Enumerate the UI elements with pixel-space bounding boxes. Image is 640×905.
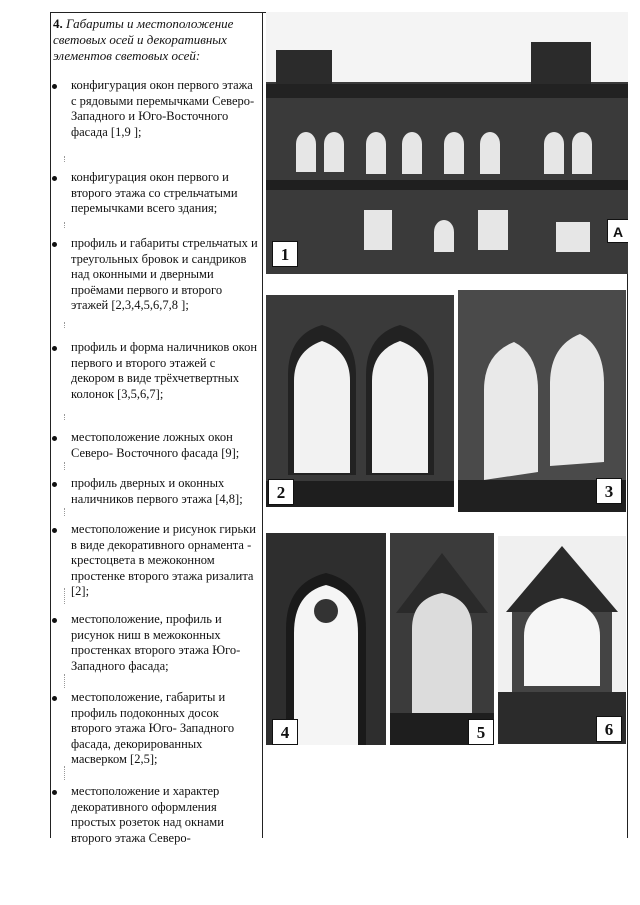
door-drawing — [266, 533, 386, 745]
bullet-icon — [52, 84, 57, 89]
dotted-separator — [64, 462, 67, 470]
table-left-border — [50, 12, 51, 838]
photo-facade — [266, 12, 628, 274]
bullet-icon — [52, 176, 57, 181]
list-item-text: местоположение ложных окон Северо- Восточного фасада [9]; — [71, 430, 240, 460]
column-divider — [262, 12, 263, 838]
dotted-separator — [64, 414, 67, 420]
bullet-icon — [52, 346, 57, 351]
list-item-text: конфигурация окон первого этажа с рядовыми перемычками Северо-Западного и Юго-Восточного фасада [1,9 ]; — [71, 78, 255, 139]
photo-label: 6 — [596, 716, 622, 742]
photo-door — [266, 533, 386, 745]
bullet-icon — [52, 482, 57, 487]
bullet-icon — [52, 242, 57, 247]
dotted-separator — [64, 508, 67, 516]
list-item-text: местоположение, профиль и рисунок ниш в межоконных простенках второго этажа Юго-Западного фасада; — [71, 612, 241, 673]
bullet-icon — [52, 790, 57, 795]
bullet-icon — [52, 528, 57, 533]
list-item-text: профиль дверных и оконных наличников первого этажа [4,8]; — [71, 476, 243, 506]
photo-label: 1 — [272, 241, 298, 267]
list-item-text: профиль и форма наличников окон первого и второго этажей с декором в виде трёхчетвертных колонок [3,5,6,7]; — [71, 340, 258, 401]
bullet-icon — [52, 436, 57, 441]
list-item-text: профиль и габариты стрельчатых и треугольных бровок и сандриков над оконными и дверными проёмами первого и второго этажей [2,3,4,5,6,7,8 ]; — [71, 236, 258, 312]
photo-window-pair — [266, 295, 454, 507]
facade-drawing — [266, 12, 628, 274]
list-item-text: конфигурация окон первого и второго этажа со стрельчатыми перемычками всего здания; — [71, 170, 238, 215]
bullet-icon — [52, 696, 57, 701]
photo-window-pair-angled — [458, 290, 626, 512]
photo-label: 3 — [596, 478, 622, 504]
list-item-text: местоположение, габариты и профиль подоконных досок второго этажа Юго- Западного фасада, декорированных масверком [2,5]; — [71, 690, 235, 766]
dotted-separator — [64, 766, 67, 780]
photo-window-triangle — [390, 533, 494, 745]
dotted-separator — [64, 588, 67, 604]
window-pair-drawing — [266, 295, 454, 507]
list-item-text: местоположение и рисунок гирьки в виде декоративного орнамента - крестоцвета в межоконном простенке второго этажа ризалита [2]; — [71, 522, 256, 598]
facade-marker: А — [607, 219, 628, 243]
window-triangle-drawing — [390, 533, 494, 745]
bullet-icon — [52, 618, 57, 623]
dotted-separator — [64, 222, 67, 228]
window-gable-drawing — [498, 536, 626, 744]
photo-label: 4 — [272, 719, 298, 745]
dotted-separator — [64, 156, 67, 162]
dotted-separator — [64, 322, 67, 328]
photo-window-gable — [498, 536, 626, 744]
section-number: 4. — [53, 16, 63, 31]
photo-label: 2 — [268, 479, 294, 505]
photo-label: 5 — [468, 719, 494, 745]
section-heading — [53, 16, 258, 64]
dotted-separator — [64, 674, 67, 688]
section-title: Габариты и местоположение световых осей и декоративных элементов световых осей: — [53, 16, 234, 63]
list-item-text: местоположение и характер декоративного оформления простых розеток над окнами второго этажа Северо- — [71, 784, 224, 845]
